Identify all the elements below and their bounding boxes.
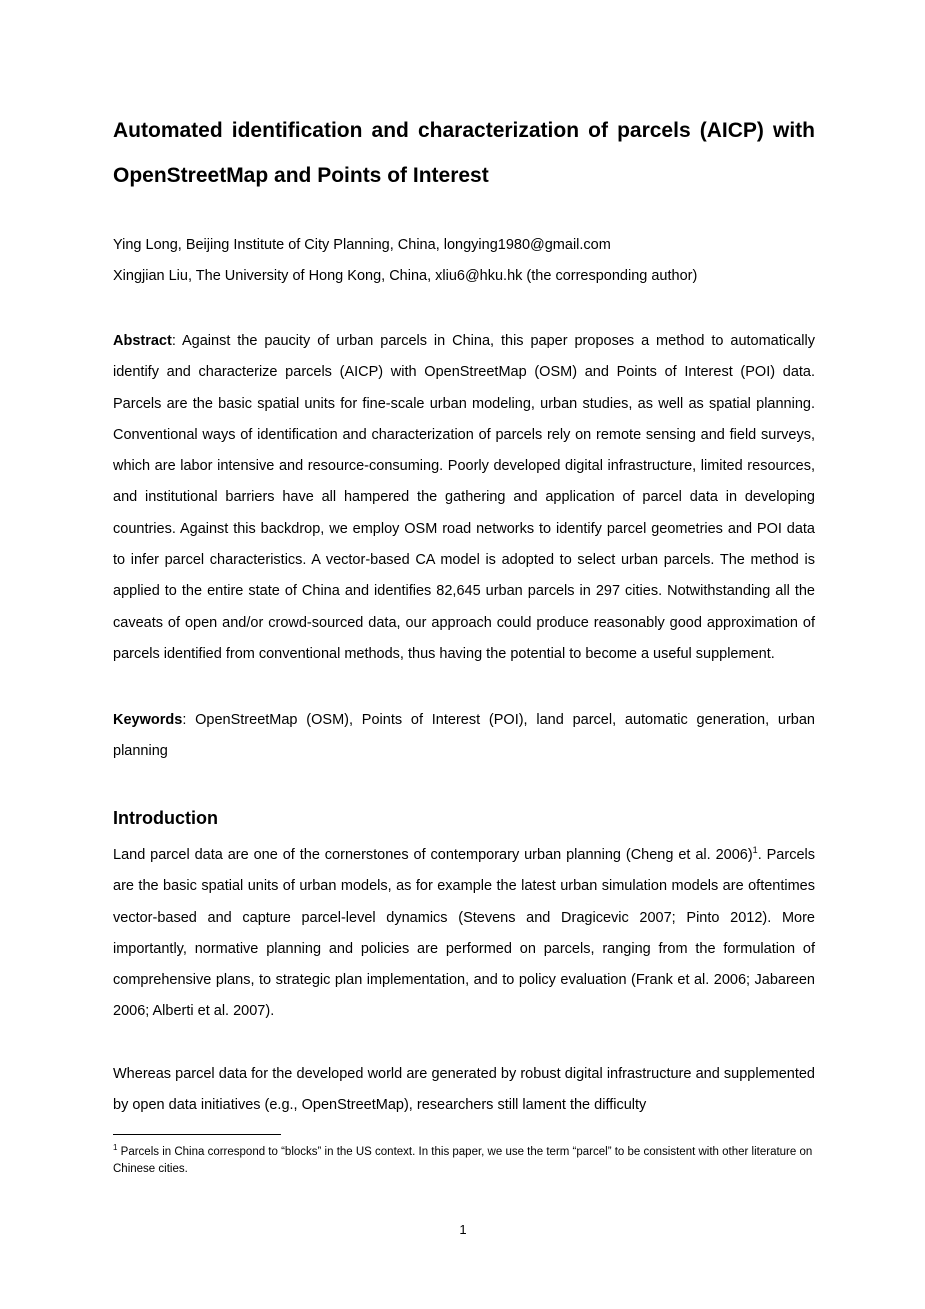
page-number: 1 <box>459 1222 467 1237</box>
abstract-text: : Against the paucity of urban parcels in China, this paper proposes a method to automatically identify and characterize parcels (AICP) with OpenStreetMap (OSM) and Points of Interest (POI) data. Parcels are the basic spatial units for fine-scale urban modeling, urban studies, as well as spatial planning. Conventional ways of identification and characterization of parcels rely on remote sensing and field surveys, which are labor intensive and resource-consuming. Poorly developed digital infrastructure, limited resources, and institutional barriers have all hampered the gathering and application of parcel data in developing countries. Against this backdrop, we employ OSM road networks to identify parcel geometries and POI data to infer parcel characteristics. A vector-based CA model is adopted to select urban parcels. The method is applied to the entire state of China and identifies 82,645 urban parcels in 297 cities. Notwithstanding all the caveats of open and/or crowd-sourced data, our approach could produce reasonably good approximation of parcels identified from conventional methods, thus having the potential to become a useful supplement. <box>113 333 815 662</box>
introduction-heading: Introduction <box>113 808 218 828</box>
keywords-text: : OpenStreetMap (OSM), Points of Interest (POI), land parcel, automatic generation, urban planning <box>113 712 815 760</box>
footnote-divider <box>113 1134 281 1135</box>
intro-para1-text-start: Land parcel data are one of the cornerstones of contemporary urban planning (Cheng et al. 2006) <box>113 847 753 863</box>
abstract-paragraph <box>113 326 815 670</box>
footnote <box>113 1144 815 1178</box>
footnote-marker: 1 <box>113 1143 118 1153</box>
footnote-text: Parcels in China correspond to “blocks” in the US context. In this paper, we use the term “parcel” to be consistent with other literature on Chinese cities. <box>113 1146 813 1175</box>
footnote-reference[interactable]: 1 <box>752 845 758 856</box>
introduction-paragraph-1 <box>113 840 815 1028</box>
keywords-label: Keywords <box>113 712 183 728</box>
paper-title: Automated identification and characterization of parcels (AICP) with OpenStreetMap and Points of Interest <box>113 119 815 187</box>
author-ying-long: Ying Long, Beijing Institute of City Planning, China, longying1980@gmail.com <box>113 237 611 253</box>
introduction-paragraph-2: Whereas parcel data for the developed world are generated by robust digital infrastructure and supplemented by open data initiatives (e.g., OpenStreetMap), researchers still lament the difficulty <box>113 1066 815 1114</box>
keywords-paragraph <box>113 705 815 768</box>
author-xingjian-liu: Xingjian Liu, The University of Hong Kong, China, xliu6@hku.hk (the corresponding author) <box>113 268 698 284</box>
intro-para1-text-end: . Parcels are the basic spatial units of urban models, as for example the latest urban simulation models are oftentimes vector-based and capture parcel-level dynamics (Stevens and Dragicevic 2007; Pinto 2012). More importantly, normative planning and policies are performed on parcels, ranging from the formulation of comprehensive plans, to strategic plan implementation, and to policy evaluation (Frank et al. 2006; Jabareen 2006; Alberti et al. 2007). <box>113 847 815 1020</box>
abstract-label: Abstract <box>113 333 172 349</box>
